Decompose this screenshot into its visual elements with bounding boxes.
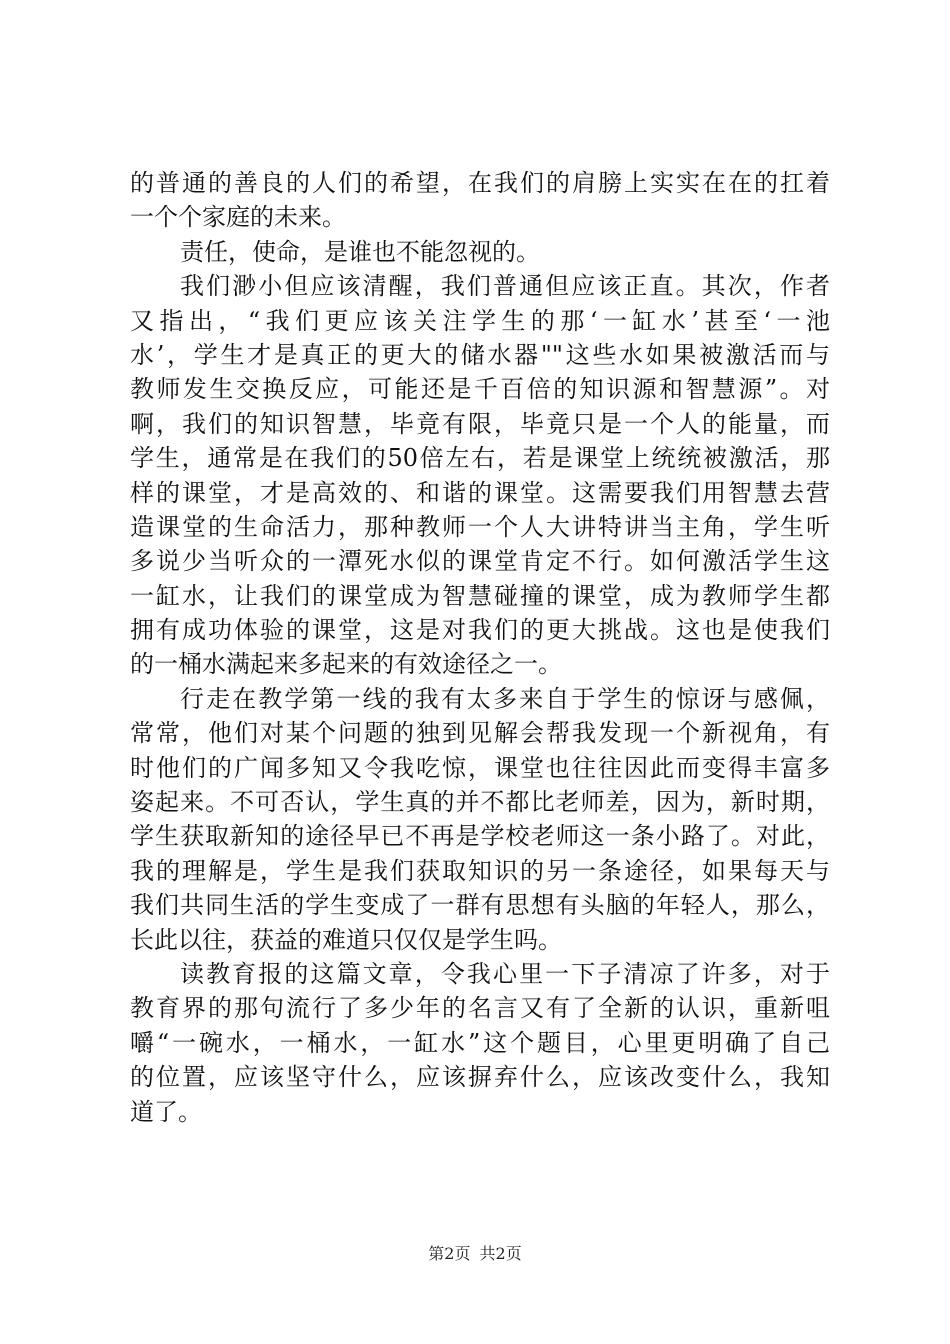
text-line: 造课堂的生命活力，那种教师一个人大讲特讲当主角，学生听 (130, 512, 830, 541)
text-line: 学生获取新知的途径早已不再是学校老师这一条小路了。对此， (130, 822, 830, 851)
text-line: 道了。 (130, 1097, 202, 1126)
text-line: 行走在教学第一线的我有太多来自于学生的惊讶与感佩， (180, 684, 830, 713)
text-line: 的普通的善良的人们的希望，在我们的肩膀上实实在在的扛着 (130, 169, 830, 197)
text-line: 的一桶水满起来多起来的有效途径之一。 (130, 650, 562, 679)
text-line: 嚼“一碗水，一桶水，一缸水”这个题目，心里更明确了自己 (130, 1028, 830, 1057)
text-line: 的位置，应该坚守什么，应该摒弃什么，应该改变什么，我知 (130, 1063, 830, 1092)
page-total: 共2页 (479, 1244, 522, 1263)
text-line: 姿起来。不可否认，学生真的并不都比老师差，因为，新时期， (130, 788, 830, 817)
text-line: 长此以往，获益的难道只仅仅是学生吗。 (130, 925, 562, 954)
article-body (130, 166, 830, 1129)
text-line: 我们渺小但应该清醒，我们普通但应该正直。其次，作者 (180, 272, 830, 301)
text-line: 水’，学生才是真正的更大的储水器""这些水如果被激活而与 (130, 340, 830, 369)
text-line: 教育界的那句流行了多少年的名言又有了全新的认识，重新咀 (130, 994, 830, 1023)
text-line: 又指出，“我们更应该关注学生的那‘一缸水’甚至‘一池 (130, 306, 830, 335)
page-number: 第2页 (428, 1244, 471, 1263)
text-line: 我们共同生活的学生变成了一群有思想有头脑的年轻人，那么， (130, 891, 830, 920)
page-footer (0, 1244, 950, 1264)
text-line: 样的课堂，才是高效的、和谐的课堂。这需要我们用智慧去营 (130, 478, 830, 507)
text-line: 一缸水，让我们的课堂成为智慧碰撞的课堂，成为教师学生都 (130, 581, 830, 610)
text-line: 多说少当听众的一潭死水似的课堂肯定不行。如何激活学生这 (130, 547, 830, 576)
text-line: 我的理解是，学生是我们获取知识的另一条途径，如果每天与 (130, 856, 830, 885)
text-line: 常常，他们对某个问题的独到见解会帮我发现一个新视角，有 (130, 719, 830, 748)
text-line: 时他们的广闻多知又令我吃惊，课堂也往往因此而变得丰富多 (130, 753, 830, 782)
text-line: 学生，通常是在我们的50倍左右，若是课堂上统统被激活，那 (130, 444, 830, 473)
text-line: 拥有成功体验的课堂，这是对我们的更大挑战。这也是使我们 (130, 616, 830, 645)
text-line: 读教育报的这篇文章，令我心里一下子清凉了许多，对于 (180, 959, 830, 988)
text-line: 教师发生交换反应，可能还是千百倍的知识源和智慧源”。对 (130, 375, 830, 404)
text-line: 一个个家庭的未来。 (130, 203, 346, 232)
text-line: 啊，我们的知识智慧，毕竟有限，毕竟只是一个人的能量，而 (130, 409, 830, 438)
text-line: 责任，使命，是谁也不能忽视的。 (180, 237, 540, 266)
